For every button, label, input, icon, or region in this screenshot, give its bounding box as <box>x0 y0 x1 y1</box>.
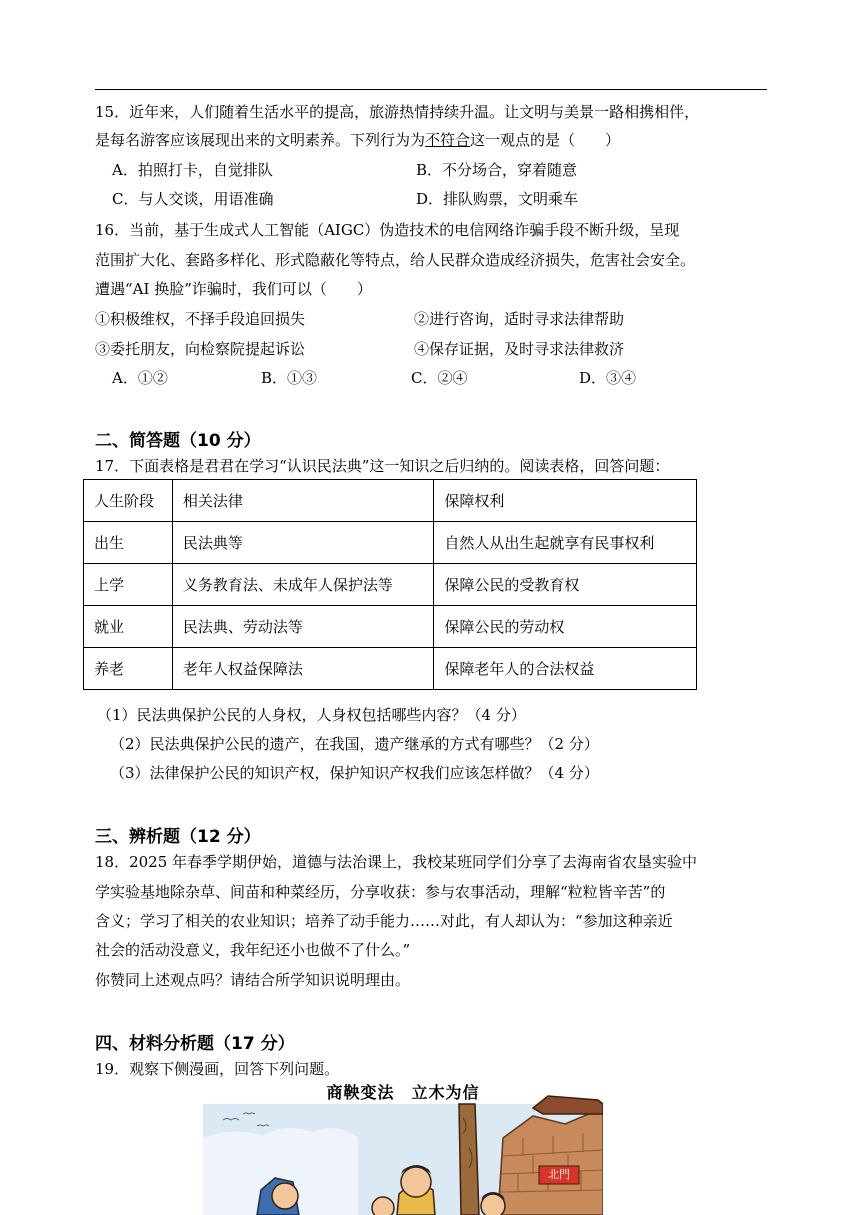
section3-heading: 三、辨析题（12 分） <box>95 827 261 847</box>
table-cell: 民法典、劳动法等 <box>172 606 434 648</box>
section2-heading: 二、简答题（10 分） <box>95 431 261 451</box>
table-cell: 出生 <box>84 522 173 564</box>
table-row <box>84 522 697 564</box>
q16-option-d[interactable]: D．③④ <box>579 369 637 387</box>
table-cell: 保障老年人的合法权益 <box>434 648 697 690</box>
table-cell: 就业 <box>84 606 173 648</box>
q16-stem-line2: 范围扩大化、套路多样化、形式隐蔽化等特点，给人民群众造成经济损失，危害社会安全。 <box>95 251 696 269</box>
table-row <box>84 648 697 690</box>
table-header-cell: 相关法律 <box>172 480 434 522</box>
comic-scene <box>203 1078 603 1215</box>
section4-heading: 四、材料分析题（17 分） <box>95 1034 295 1054</box>
table-header-cell: 保障权利 <box>434 480 697 522</box>
q17-sub3: （3）法律保护公民的知识产权，保护知识产权我们应该怎样做？（4 分） <box>110 764 599 782</box>
q18-line3: 含义；学习了相关的农业知识；培养了动手能力……对此，有人却认为：“参加这种亲近 <box>95 912 673 930</box>
q17-sub1: （1）民法典保护公民的人身权，人身权包括哪些内容？（4 分） <box>97 706 526 724</box>
table-cell: 老年人权益保障法 <box>172 648 434 690</box>
q17-intro: 17．下面表格是君君在学习“认识民法典”这一知识之后归纳的。阅读表格，回答问题： <box>95 457 670 475</box>
q15-underlined-word: 不符合 <box>425 131 471 149</box>
q15-stem-line1: 15．近年来，人们随着生活水平的提高，旅游热情持续升温。让文明与美景一路相携相伴， <box>95 103 700 121</box>
q15-option-b[interactable]: B．不分场合，穿着随意 <box>416 161 578 179</box>
q18-line2: 学实验基地除杂草、间苗和种菜经历，分享收获：参与农事活动，理解“粒粒皆辛苦”的 <box>95 883 666 901</box>
q16-item-4: ④保存证据，及时寻求法律救济 <box>414 340 625 358</box>
q15-option-c[interactable]: C．与人交谈，用语准确 <box>112 190 274 208</box>
q16-stem-line3: 遭遇“AI 换脸”诈骗时，我们可以（ ） <box>95 280 372 298</box>
q16-option-a[interactable]: A．①② <box>112 369 168 387</box>
q18-line4: 社会的活动没意义，我年纪还小也做不了什么。” <box>95 941 411 959</box>
comic-illustration <box>203 1078 603 1215</box>
table-cell: 民法典等 <box>172 522 434 564</box>
q16-option-b[interactable]: B．①③ <box>261 369 318 387</box>
q15-option-d[interactable]: D．排队购票，文明乘车 <box>416 190 579 208</box>
table-cell: 义务教育法、未成年人保护法等 <box>172 564 434 606</box>
q18-line5: 你赞同上述观点吗？请结合所学知识说明理由。 <box>95 971 411 989</box>
q15-stem-line2: 是每名游客应该展现出来的文明素养。下列行为为不符合这一观点的是（ ） <box>95 131 621 149</box>
q18-line1: 18．2025 年春季学期伊始，道德与法治课上，我校某班同学们分享了去海南省农垦实验中 <box>95 853 698 871</box>
q15-option-a[interactable]: A．拍照打卡，自觉排队 <box>112 161 273 179</box>
q17-sub2: （2）民法典保护公民的遗产，在我国，遗产继承的方式有哪些？（2 分） <box>110 735 599 753</box>
q16-stem-line1: 16．当前，基于生成式人工智能（AIGC）伪造技术的电信网络诈骗手段不断升级，呈现 <box>95 221 680 239</box>
table-header-cell: 人生阶段 <box>84 480 173 522</box>
table-cell: 养老 <box>84 648 173 690</box>
q16-item-3: ③委托朋友，向检察院提起诉讼 <box>95 340 306 358</box>
q16-item-2: ②进行咨询，适时寻求法律帮助 <box>414 310 625 328</box>
table-header-row <box>84 480 697 522</box>
q16-option-c[interactable]: C．②④ <box>411 369 468 387</box>
table-row <box>84 606 697 648</box>
q19-intro: 19．观察下侧漫画，回答下列问题。 <box>95 1060 340 1078</box>
table-row <box>84 564 697 606</box>
table-cell: 自然人从出生起就享有民事权利 <box>434 522 697 564</box>
comic-title: 商鞅变法 立木为信 <box>326 1083 480 1102</box>
table-cell: 保障公民的劳动权 <box>434 606 697 648</box>
table-cell: 上学 <box>84 564 173 606</box>
q16-item-1: ①积极维权，不择手段追回损失 <box>95 310 306 328</box>
comic-gate-sign: 北門 <box>548 1168 570 1181</box>
header-rule <box>95 89 767 90</box>
table-cell: 保障公民的受教育权 <box>434 564 697 606</box>
law-table <box>83 479 697 690</box>
